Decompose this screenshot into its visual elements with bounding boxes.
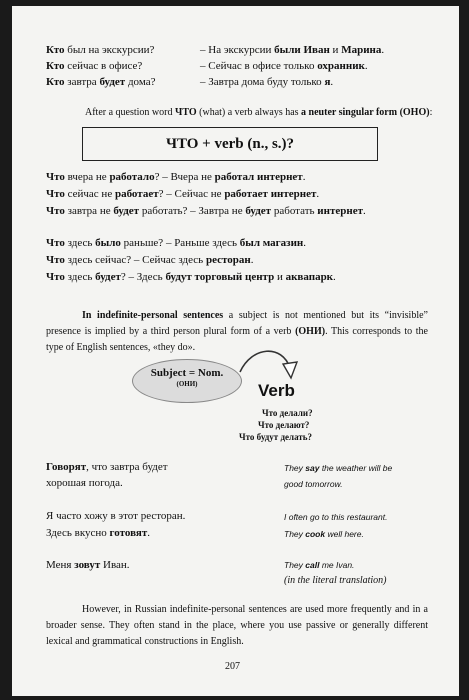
verb-question-1: Что делали? (262, 408, 313, 418)
chto-line-3: Что завтра не будет работать? – Завтра не будет работать интернет. (46, 205, 366, 217)
example-ru-2-line-1: Я часто хожу в этот ресторан. (46, 510, 186, 522)
question-line-1: Кто был на экскурсии? (46, 44, 155, 56)
question-line-3: Кто завтра будет дома? (46, 76, 156, 88)
verb-question-2: Что делают? (258, 420, 310, 430)
verb-label: Verb (258, 381, 295, 400)
example-en-1-line-1: They say the weather will be (284, 463, 393, 473)
chto-line-2: Что сейчас не работает? – Сейчас не работает интернет. (46, 188, 320, 200)
chto-place-line-2: Что здесь сейчас? – Сейчас здесь ресторан. (46, 254, 254, 266)
example-ru-1-line-1: Говорят, что завтра будет (46, 461, 168, 473)
chto-place-line-3: Что здесь будет? – Здесь будут торговый центр и аквапарк. (46, 271, 336, 283)
rule-line: After a question word ЧТО (what) a verb always has a neuter singular form (ОНО): (85, 107, 433, 118)
example-en-3-line-1: They call me Ivan. (284, 560, 355, 570)
paragraph-indefinite-personal: In indefinite-personal sentences a subject is not mentioned but its “invisible” presence is implied by a third person plural form of a verb (ОНИ). This corresponds to the type of English sentences, «they do». (46, 310, 428, 353)
verb-question-3: Что будут делать? (239, 432, 313, 442)
example-ru-2-line-2: Здесь вкусно готовят. (46, 527, 151, 539)
subject-sub-label: (ОНИ) (176, 380, 198, 388)
answer-line-3: – Завтра дома буду только я. (200, 76, 334, 88)
question-line-2: Кто сейчас в офисе? (46, 60, 143, 72)
formula-box (82, 127, 378, 161)
formula-text: ЧТО + verb (n., s.)? (165, 135, 295, 152)
subject-ellipse (132, 359, 242, 403)
example-ru-1-line-2: хорошая погода. (46, 477, 123, 489)
example-en-1-line-2: good tomorrow. (284, 479, 343, 489)
paragraph-usage: However, in Russian indefinite-personal sentences are used more frequently and in a broader sense. They often stand in the place, where you use passive or generally different lexical and grammatical constructions in English. (46, 604, 428, 647)
example-en-3-line-2: (in the literal translation) (284, 575, 387, 586)
book-page (12, 6, 459, 696)
page-number: 207 (225, 661, 240, 672)
chto-line-1: Что вчера не работало? – Вчера не работал интернет. (46, 171, 306, 183)
subject-label: Subject = Nom. (150, 367, 224, 379)
answer-line-2: – Сейчас в офисе только охранник. (200, 60, 368, 72)
example-ru-3: Меня зовут Иван. (46, 559, 130, 571)
answer-line-1: – На экскурсии были Иван и Марина. (200, 44, 385, 56)
example-en-2-line-2: They cook well here. (284, 529, 364, 539)
chto-place-line-1: Что здесь было раньше? – Раньше здесь был магазин. (46, 237, 307, 249)
example-en-2-line-1: I often go to this restaurant. (284, 512, 388, 522)
